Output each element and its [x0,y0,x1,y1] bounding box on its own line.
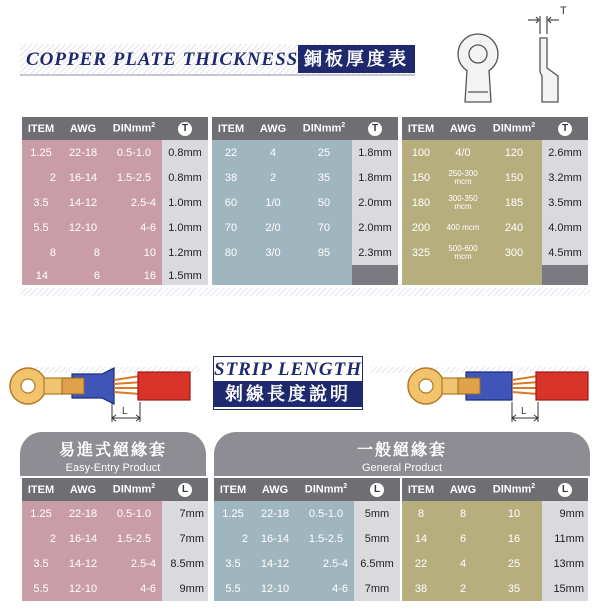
general-title-zh: 一般絕緣套 [356,442,447,459]
table-row: 5.5 12-10 4-6 1.0mm [33,221,202,234]
header-awg: AWG [69,122,97,135]
table-row: 38 2 35 15mm [414,582,584,595]
general-wire-diagram [400,362,595,432]
table-header [402,478,588,501]
table-row: 3.5 14-12 2.5-4 8.5mm [33,557,204,570]
t-column-empty [352,265,398,285]
easy-entry-wire-diagram [2,362,197,432]
header-item: ITEM [27,122,55,135]
table-row: 80 3/0 95 2.3mm [224,246,392,259]
thickness-table-3 [402,117,588,285]
table-row: 150 250-300 mcm 150 3.2mm [411,169,582,186]
general-table-b [402,478,588,601]
table-header [402,117,588,140]
strip-title-box [213,356,363,410]
header-l: L [542,483,588,497]
table-row: 14 6 16 1.5mm [35,270,202,282]
table-row: 3.5 14-12 2.5-4 1.0mm [33,196,202,209]
table-header [22,117,208,140]
table-row: 3.5 14-12 2.5-4 6.5mm [225,557,394,570]
stripped-wire-icon [114,372,190,400]
header-item: ITEM [217,122,245,135]
thickness-dim-label: T [560,5,567,17]
header-item: ITEM [219,483,247,496]
general-table-a [214,478,400,601]
header-din: DINmm$^2$ [304,483,348,496]
header-din: DINmm$^2$ [302,122,346,135]
table-row: 2 16-14 1.5-2.5 5mm [241,532,390,545]
header-l: L [162,483,208,497]
thickness-title-en: COPPER PLATE THICKNESS [26,49,299,70]
general-banner [214,432,590,476]
insulation-sleeve-icon [62,368,114,404]
easy-entry-title-zh: 易進式絕緣套 [58,442,167,459]
table-row: 22 4 25 13mm [414,557,584,570]
header-t: T [542,122,588,136]
table-row: 70 2/0 70 2.0mm [224,221,392,234]
table-row: 8 8 10 9mm [417,507,584,520]
easy-entry-banner [20,432,206,476]
t-column-empty [542,265,588,285]
header-awg: AWG [449,483,477,496]
table-row: 180 300-350 mcm 185 3.5mm [411,194,582,211]
table-row: 38 2 35 1.8mm [224,171,392,184]
thickness-title-zh: 銅板厚度表 [298,45,415,73]
table-row: 8 8 10 1.2mm [49,246,202,259]
strip-title-zh: 剝線長度說明 [214,381,362,407]
table-row: 5.5 12-10 4-6 7mm [225,582,390,595]
header-awg: AWG [69,483,97,496]
header-l: L [354,483,400,497]
ring-terminal-side-icon [528,16,559,102]
ring-terminal-front-icon [458,34,498,102]
table-row: 22 4 25 1.8mm [224,146,392,159]
table-row: 1.25 22-18 0.5-1.0 7mm [30,507,204,520]
header-t: T [162,122,208,136]
table-header [214,478,400,501]
header-din: DINmm$^2$ [112,122,156,135]
header-item: ITEM [407,122,435,135]
table-row: 200 400 mcm 240 4.0mm [411,221,582,234]
header-item: ITEM [27,483,55,496]
table-row: 325 500-600 mcm 300 4.5mm [411,244,582,261]
table-row: 2 16-14 1.5-2.5 7mm [49,532,204,545]
easy-entry-table [22,478,208,601]
thickness-table-2 [212,117,398,285]
table-row: 60 1/0 50 2.0mm [224,196,392,209]
header-awg: AWG [449,122,477,135]
table-row: 1.25 22-18 0.5-1.0 0.8mm [30,146,202,159]
table-row: 1.25 22-18 0.5-1.0 5mm [222,507,390,520]
ring-terminal-thickness-diagram [440,2,590,112]
header-awg: AWG [259,122,287,135]
thickness-table-1 [22,117,208,285]
header-din: DINmm$^2$ [112,483,156,496]
general-title-en: General Product [361,462,443,474]
table-row: 5.5 12-10 4-6 9mm [33,582,204,595]
header-t: T [352,122,398,136]
table-row: 14 6 16 11mm [414,532,584,545]
strip-dim-label-right: L [521,406,527,417]
easy-entry-title-en: Easy-Entry Product [65,462,161,474]
header-din: DINmm$^2$ [492,483,536,496]
divider-strip [20,288,590,296]
header-awg: AWG [261,483,289,496]
table-header [212,117,398,140]
strip-dim-label-left: L [122,406,128,417]
strip-title-en: STRIP LENGTH [214,359,362,380]
table-header [22,478,208,501]
table-row: 100 4/0 120 2.6mm [411,146,582,159]
stripped-wire-icon [512,372,588,400]
table-row: 2 16-14 1.5-2.5 0.8mm [49,171,202,184]
insulation-sleeve-icon [458,372,512,400]
header-item: ITEM [407,483,435,496]
header-din: DINmm$^2$ [492,122,536,135]
